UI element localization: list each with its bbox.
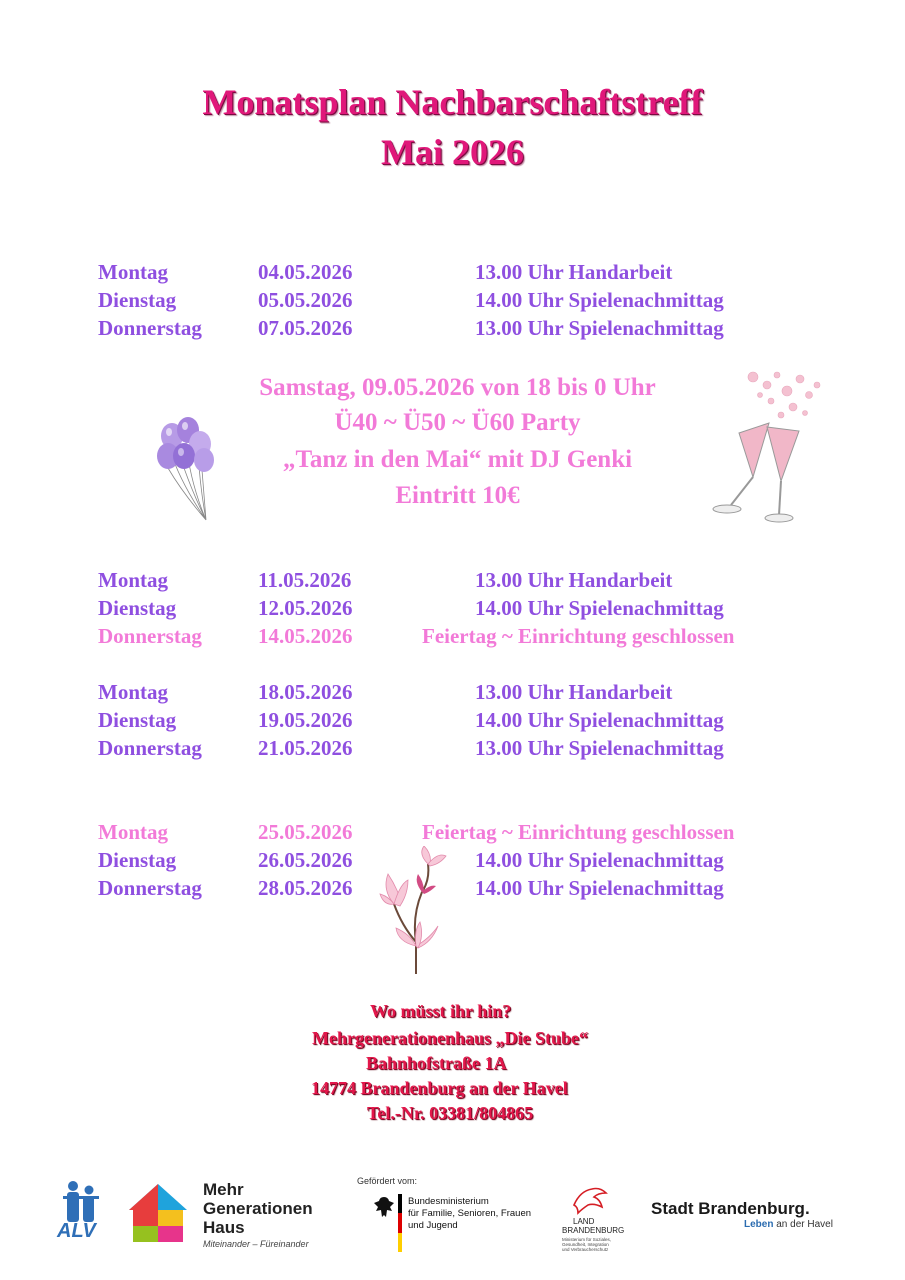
row-day: Dienstag [98, 288, 177, 312]
address-city: 14774 Brandenburg an der Havel [311, 1078, 568, 1098]
land-sub3: und Verbraucherschutz [562, 1247, 609, 1252]
mgh-line2: Generationen [203, 1199, 313, 1218]
row-date: 19.05.2026 [258, 708, 353, 732]
schedule-row [0, 874, 905, 902]
champagne-glasses-image [705, 365, 830, 530]
funded-by-label: Gefördert vom: [357, 1176, 418, 1186]
row-event: 14.00 Uhr Spielenachmittag [475, 288, 724, 312]
row-day: Montag [98, 820, 168, 844]
bmfsfj-line1: Bundesministerium [408, 1196, 489, 1207]
row-event: Feiertag ~ Einrichtung geschlossen [422, 624, 735, 648]
party-motto-line: „Tanz in den Mai“ mit DJ Genki [282, 446, 633, 473]
land-sub1: Ministerium für Soziales, [562, 1237, 612, 1242]
row-date: 18.05.2026 [258, 680, 353, 704]
page-title: Monatsplan Nachbarschaftstreff [202, 82, 703, 122]
row-event: 13.00 Uhr Handarbeit [475, 260, 673, 284]
row-day: Montag [98, 680, 168, 704]
city-slogan-rest: an der Havel [773, 1219, 833, 1230]
row-event: Feiertag ~ Einrichtung geschlossen [422, 820, 735, 844]
bmfsfj-line2: für Familie, Senioren, Frauen [408, 1208, 532, 1219]
mgh-line1: Mehr [203, 1180, 244, 1199]
row-day: Donnerstag [98, 624, 202, 648]
row-day: Dienstag [98, 708, 177, 732]
federal-eagle-icon [373, 1195, 395, 1221]
page-subtitle-month: Mai 2026 [381, 132, 524, 172]
row-event: 14.00 Uhr Spielenachmittag [475, 596, 724, 620]
city-name: Stadt Brandenburg. [651, 1199, 810, 1218]
alv-label: ALV [57, 1220, 96, 1242]
mgh-house-icon [125, 1180, 191, 1246]
german-flag-stripe [398, 1194, 402, 1252]
row-day: Donnerstag [98, 316, 202, 340]
schedule-row [0, 314, 905, 342]
row-day: Montag [98, 568, 168, 592]
schedule-row [0, 706, 905, 734]
land-sub2: Gesundheit, Integration [562, 1242, 609, 1247]
row-event: 14.00 Uhr Spielenachmittag [475, 876, 724, 900]
row-event: 14.00 Uhr Spielenachmittag [475, 848, 724, 872]
schedule-row-holiday [0, 818, 905, 846]
row-event: 13.00 Uhr Handarbeit [475, 680, 673, 704]
row-day: Dienstag [98, 848, 177, 872]
row-date: 25.05.2026 [258, 820, 353, 844]
balloons-image [150, 412, 222, 530]
row-event: 13.00 Uhr Spielenachmittag [475, 736, 724, 760]
schedule-row [0, 258, 905, 286]
schedule-row [0, 678, 905, 706]
row-date: 14.05.2026 [258, 624, 353, 648]
party-title-line: Ü40 ~ Ü50 ~ Ü60 Party [334, 409, 581, 436]
address-phone: Tel.-Nr. 03381/804865 [367, 1103, 534, 1123]
schedule-row [0, 594, 905, 622]
schedule-row [0, 566, 905, 594]
row-day: Donnerstag [98, 736, 202, 760]
alv-logo [55, 1180, 107, 1246]
party-date-line: Samstag, 09.05.2026 von 18 bis 0 Uhr [259, 374, 656, 401]
row-date: 28.05.2026 [258, 876, 353, 900]
row-event: 13.00 Uhr Handarbeit [475, 568, 673, 592]
schedule-row [0, 286, 905, 314]
address-street: Bahnhofstraße 1A [366, 1053, 507, 1073]
party-entry-line: Eintritt 10€ [395, 482, 520, 509]
mgh-line3: Haus [203, 1218, 245, 1237]
land-line2: BRANDENBURG [562, 1226, 625, 1235]
brandenburg-eagle-icon [570, 1183, 610, 1217]
row-day: Montag [98, 260, 168, 284]
schedule-row [0, 734, 905, 762]
city-slogan [744, 1219, 833, 1230]
address-house: Mehrgenerationenhaus „Die Stube“ [312, 1028, 588, 1048]
row-date: 05.05.2026 [258, 288, 353, 312]
row-day: Dienstag [98, 596, 177, 620]
address-question: Wo müsst ihr hin? [370, 1001, 512, 1021]
row-date: 12.05.2026 [258, 596, 353, 620]
bmfsfj-line3: und Jugend [408, 1220, 458, 1231]
schedule-row [0, 846, 905, 874]
mgh-tagline: Miteinander – Füreinander [203, 1239, 309, 1249]
row-date: 07.05.2026 [258, 316, 353, 340]
row-date: 26.05.2026 [258, 848, 353, 872]
row-event: 14.00 Uhr Spielenachmittag [475, 708, 724, 732]
row-event: 13.00 Uhr Spielenachmittag [475, 316, 724, 340]
row-date: 11.05.2026 [258, 568, 352, 592]
land-line1: LAND [573, 1217, 595, 1226]
schedule-row-holiday [0, 622, 905, 650]
city-slogan-highlight: Leben [744, 1219, 774, 1230]
row-date: 21.05.2026 [258, 736, 353, 760]
row-date: 04.05.2026 [258, 260, 353, 284]
row-day: Donnerstag [98, 876, 202, 900]
